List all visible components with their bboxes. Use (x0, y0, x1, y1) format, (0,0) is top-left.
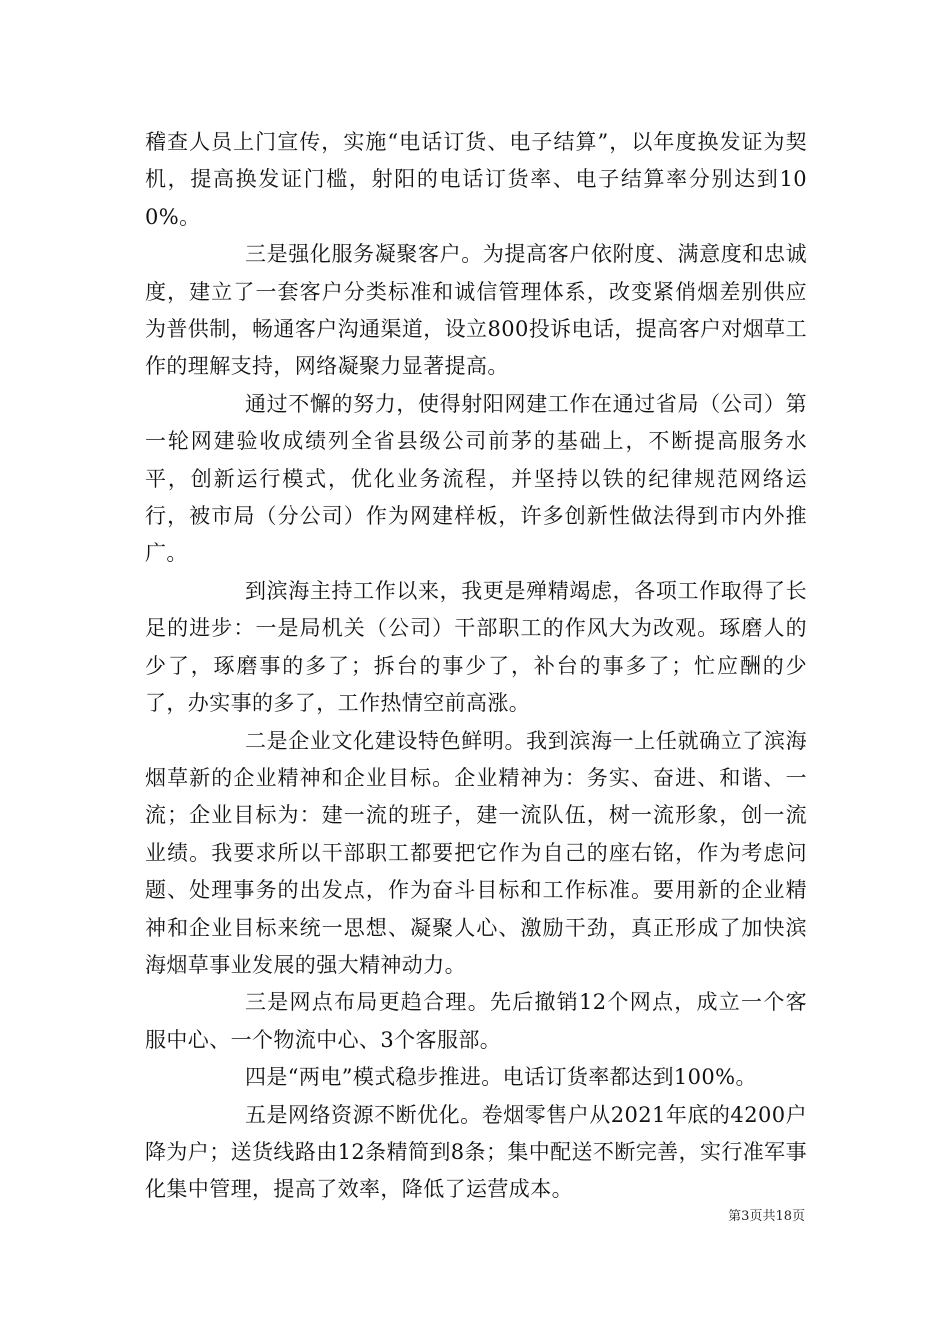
page-number-footer: 第3页共18页 (728, 1209, 805, 1224)
paragraph-4: 到滨海主持工作以来，我更是殚精竭虑，各项工作取得了长足的进步：一是局机关（公司）干部职工的作风大为改观。琢磨人的少了，琢磨事的多了；拆台的事少了，补台的事多了；忙应酬的少了，办实事的多了，工作热情空前高涨。 (145, 578, 807, 716)
paragraph-7: 四是“两电”模式稳步推进。电话订货率都达到100%。 (245, 1065, 757, 1090)
paragraph-1: 稽查人员上门宣传，实施“电话订货、电子结算”，以年度换发证为契机，提高换发证门槛，射阳的电话订货率、电子结算率分别达到100%。 (145, 130, 807, 229)
document-body (145, 124, 807, 1209)
paragraph-3: 通过不懈的努力，使得射阳网建工作在通过省局（公司）第一轮网建验收成绩列全省县级公司前茅的基础上，不断提高服务水平，创新运行模式，优化业务流程，并坚持以铁的纪律规范网络运行，被市局（分公司）作为网建样板，许多创新性做法得到市内外推广。 (145, 391, 807, 566)
paragraph-2: 三是强化服务凝聚客户。为提高客户依附度、满意度和忠诚度，建立了一套客户分类标准和诚信管理体系，改变紧俏烟差别供应为普供制，畅通客户沟通渠道，设立800投诉电话，提高客户对烟草工作的理解支持，网络凝聚力显著提高。 (145, 242, 807, 379)
paragraph-5: 二是企业文化建设特色鲜明。我到滨海一上任就确立了滨海烟草新的企业精神和企业目标。企业精神为：务实、奋进、和谐、一流；企业目标为：建一流的班子，建一流队伍，树一流形象，创一流业绩。我要求所以干部职工都要把它作为自己的座右铭，作为考虑问题、处理事务的出发点，作为奋斗目标和工作标准。要用新的企业精神和企业目标来统一思想、凝聚人心、激励干劲，真正形成了加快滨海烟草事业发展的强大精神动力。 (145, 728, 807, 977)
paragraph-6: 三是网点布局更趋合理。先后撤销12个网点，成立一个客服中心、一个物流中心、3个客服部。 (145, 990, 807, 1052)
paragraph-8: 五是网络资源不断优化。卷烟零售户从2021年底的4200户降为户；送货线路由12条精简到8条；集中配送不断完善，实行准军事化集中管理，提高了效率，降低了运营成本。 (145, 1102, 807, 1202)
